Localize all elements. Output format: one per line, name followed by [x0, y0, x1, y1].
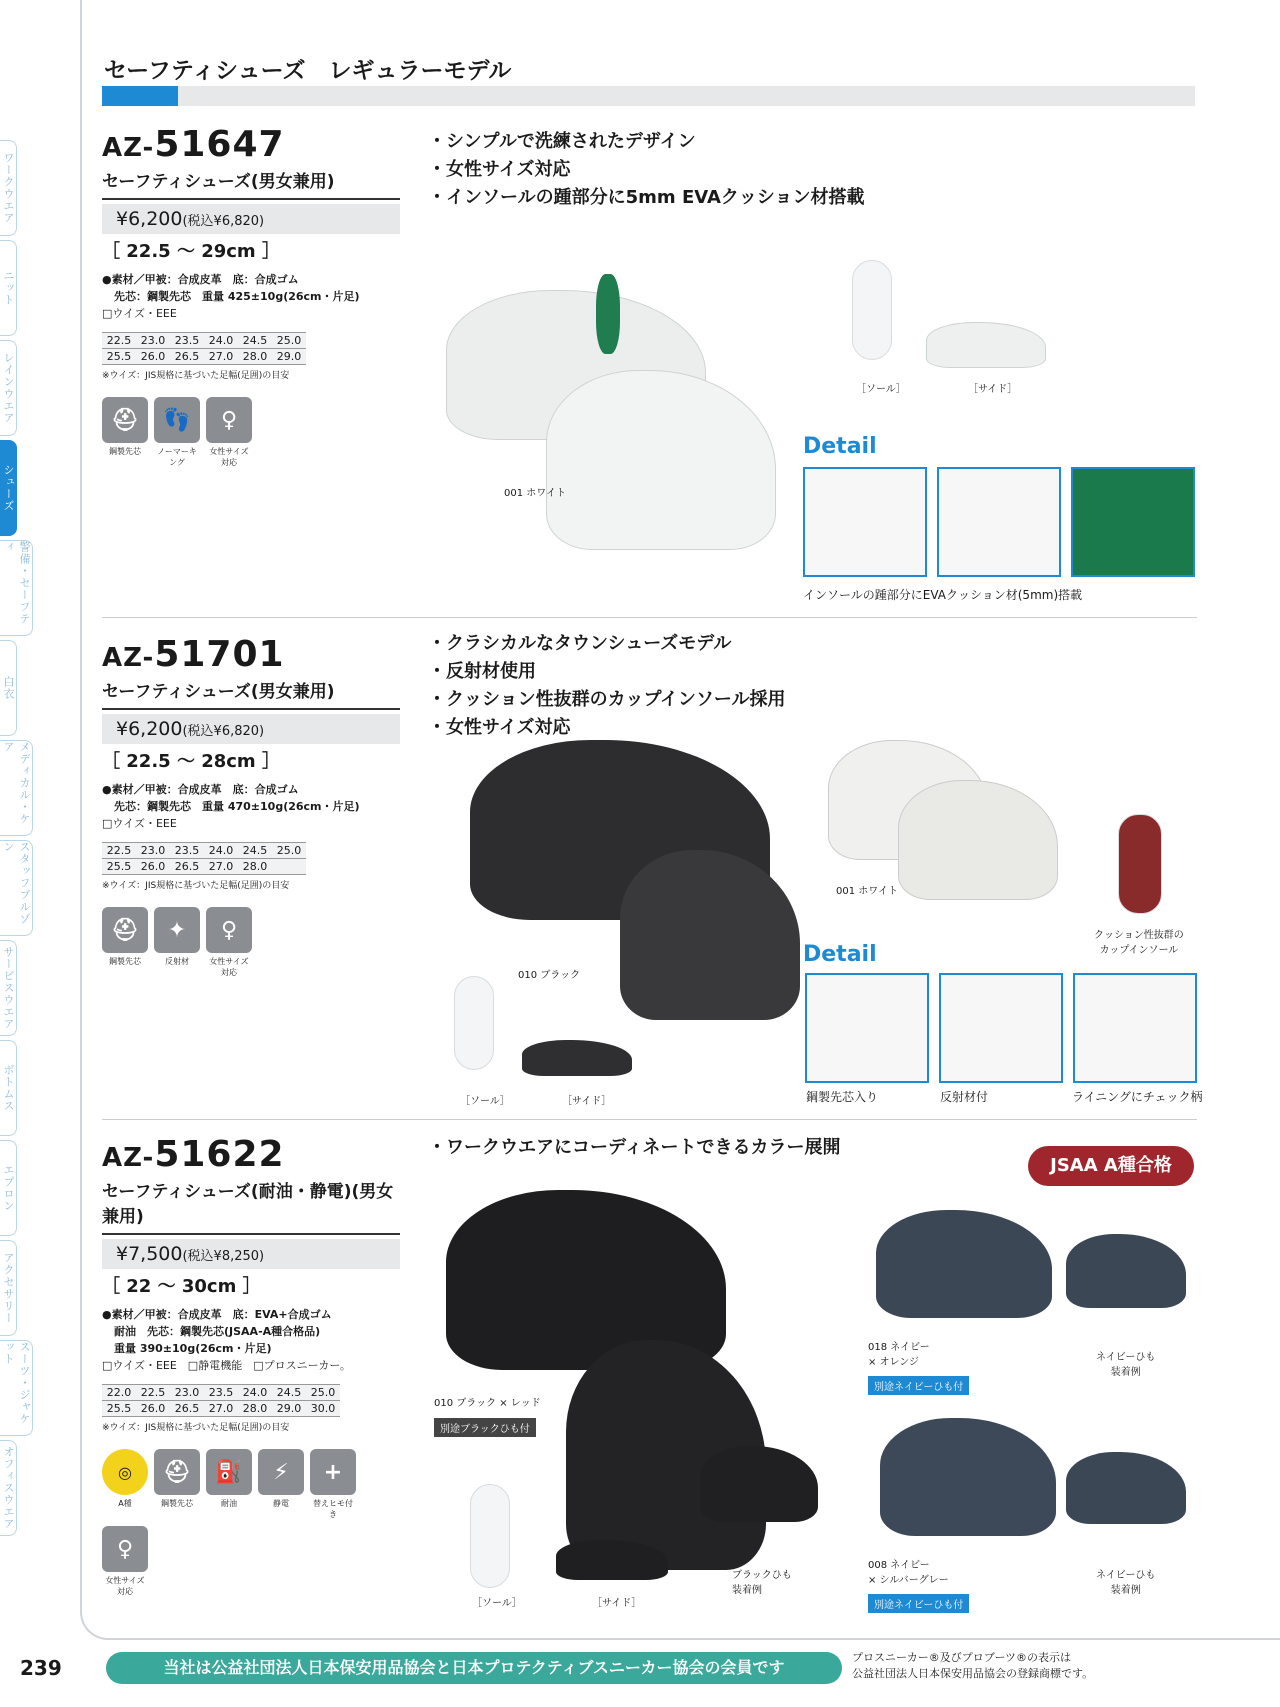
caption-black: 010 ブラック — [518, 970, 581, 981]
price: ¥6,200(税込¥6,820) — [102, 714, 400, 744]
product-name: セーフティシューズ(耐油・静電)(男女兼用) — [102, 1177, 400, 1235]
caption-navy-silver: 008 ネイビー × シルバーグレー — [868, 1560, 949, 1586]
model-number: AZ-51647 — [102, 124, 285, 165]
tag-navy-lace-2: 別途ネイビーひも付 — [868, 1594, 969, 1613]
steel-toe-icon: ⛑ — [102, 397, 148, 443]
size-range: ［ 22 ～ 30cm ］ — [102, 1276, 261, 1297]
shoe-photo-white-2 — [828, 720, 1058, 900]
tab-office[interactable]: オフィスウエア — [0, 1440, 17, 1536]
reflector-icon: ✦ — [154, 907, 200, 953]
specs: ●素材／甲被：合成皮革 底：合成ゴム 先芯：鋼製先芯 重量 470±10g(26cm・片足) □ウイズ・EEE — [102, 783, 360, 830]
size-range: ［ 22.5 ～ 28cm ］ — [102, 751, 280, 772]
features-az51647: ・シンプルで洗練されたデザイン ・女性サイズ対応 ・インソールの踵部分に5mm EVAクッション材搭載 — [428, 131, 865, 208]
caption-sole: ［ソール］ — [460, 1096, 510, 1107]
category-tabs — [0, 140, 52, 1540]
specs: ●素材／甲被：合成皮革 底：合成ゴム 先芯：鋼製先芯 重量 425±10g(26cm・片足) □ウイズ・EEE — [102, 273, 360, 320]
oil-resistant-icon: ⛽ — [206, 1449, 252, 1495]
womens-size-icon: ♀ — [206, 397, 252, 443]
caption-insole: クッション性抜群の カップインソール — [1094, 930, 1184, 956]
tag-navy-lace: 別途ネイビーひも付 — [868, 1376, 969, 1395]
tab-service[interactable]: サービスウエア — [0, 940, 17, 1036]
width-note: ※ウイズ：JIS規格に基づいた足幅(足囲)の目安 — [102, 1423, 290, 1433]
size-range: ［ 22.5 ～ 29cm ］ — [102, 241, 280, 262]
detail-image-3 — [1071, 467, 1195, 577]
detail-image-2 — [939, 973, 1063, 1083]
icon-labels: 鋼製先芯 ノーマーキング 女性サイズ対応 — [109, 447, 249, 467]
caption-sole: ［ソール］ — [472, 1598, 522, 1609]
caption-white-2: 001 ホワイト — [836, 886, 898, 897]
specs: ●素材／甲被：合成皮革 底：EVA+合成ゴム 耐油 先芯：鋼製先芯(JSAA-A種合格品) 重量 390±10g(26cm・片足) □ウイズ・EEE □静電機能 □プロスニーカー。 — [102, 1308, 351, 1372]
tab-whitecoat[interactable]: 白衣 — [0, 640, 17, 736]
model-number: AZ-51622 — [102, 1134, 285, 1175]
caption-black-lace: ブラックひも 装着例 — [732, 1570, 792, 1596]
membership-band: 当社は公益社団法人日本保安用品協会と日本プロテクティブスニーカー協会の会員です — [106, 1652, 842, 1684]
detail-caption-1: 鋼製先芯入り — [806, 1090, 879, 1104]
caption-navy-orange: 018 ネイビー × オレンジ — [868, 1342, 930, 1368]
features-az51701: ・クラシカルなタウンシューズモデル ・反射材使用 ・クッション性抜群のカップインソール採用 ・女性サイズ対応 — [428, 633, 786, 738]
icon-labels-2: 女性サイズ対応 — [105, 1576, 145, 1596]
tab-suit[interactable]: スーツ・ジャケット — [0, 1340, 33, 1436]
tab-medical[interactable]: メディカル・ケア — [0, 740, 33, 836]
tag-black-lace: 別途ブラックひも付 — [434, 1418, 536, 1437]
tab-apron[interactable]: エプロン — [0, 1140, 17, 1236]
width-note: ※ウイズ：JIS規格に基づいた足幅(足囲)の目安 — [102, 371, 290, 381]
page-number: 239 — [20, 1656, 62, 1680]
size-table: 22.5 23.0 23.5 24.0 24.5 25.0 25.5 26.0 26.5 27.0 28.0 — [102, 842, 306, 875]
tab-workwear[interactable]: ワークウエア — [0, 140, 17, 236]
tab-rainwear[interactable]: レインウエア — [0, 340, 17, 436]
caption-side: ［サイド］ — [592, 1598, 642, 1609]
size-table: 22.5 23.0 23.5 24.0 24.5 25.0 25.5 26.0 26.5 27.0 28.0 29.0 — [102, 332, 306, 365]
steel-toe-icon: ⛑ — [154, 1449, 200, 1495]
womens-size-icon: ♀ — [102, 1526, 148, 1572]
tab-security[interactable]: 警備・セーフティ — [0, 540, 33, 636]
trademark-note: プロスニーカー®及びプロブーツ®の表示は 公益社団法人日本保安用品協会の登録商標です。 — [852, 1651, 1094, 1680]
caption-black-red: 010 ブラック × レッド — [434, 1398, 541, 1409]
model-number: AZ-51701 — [102, 634, 285, 675]
detail-image-1 — [805, 973, 929, 1083]
price: ¥6,200(税込¥6,820) — [102, 204, 400, 234]
jsaa-badge: JSAA A種合格 — [1028, 1146, 1194, 1186]
womens-size-icon: ♀ — [206, 907, 252, 953]
detail-title: Detail — [803, 434, 877, 459]
shoe-photo-black-main — [470, 740, 800, 1030]
detail-caption-2: 反射材付 — [940, 1090, 989, 1104]
caption-navy-lace-2: ネイビーひも 装着例 — [1096, 1570, 1156, 1596]
detail-caption: インソールの踵部分にEVAクッション材(5mm)搭載 — [803, 588, 1083, 602]
size-table: 22.0 22.5 23.0 23.5 24.0 24.5 25.0 25.5 26.0 26.5 27.0 28.0 29.0 30.0 — [102, 1384, 340, 1417]
non-marking-icon: 👣 — [154, 397, 200, 443]
caption-sole: ［ソール］ — [856, 384, 906, 395]
detail-image-1 — [803, 467, 927, 577]
tab-accessory[interactable]: アクセサリー — [0, 1240, 17, 1336]
product-name: セーフティシューズ(男女兼用) — [102, 677, 400, 710]
icon-labels: A種 鋼製先芯 耐油 静電 替えヒモ付き — [118, 1499, 353, 1519]
page-title: セーフティシューズ レギュラーモデル — [104, 58, 512, 84]
caption-navy-lace: ネイビーひも 装着例 — [1096, 1352, 1156, 1378]
tab-knit[interactable]: ニット — [0, 240, 17, 336]
shoe-photo-white-main — [446, 260, 776, 560]
caption-side: ［サイド］ — [562, 1096, 612, 1107]
caption-side: ［サイド］ — [968, 384, 1018, 395]
tab-shoes[interactable]: シューズ — [0, 440, 17, 536]
icon-labels: 鋼製先芯 反射材 女性サイズ対応 — [109, 957, 249, 977]
detail-title: Detail — [803, 942, 877, 967]
detail-image-2 — [937, 467, 1061, 577]
antistatic-icon: ⚡ — [258, 1449, 304, 1495]
side-photo — [556, 1540, 668, 1580]
detail-image-3 — [1073, 973, 1197, 1083]
divider — [102, 1119, 1197, 1120]
jsaa-badge-icon: ◎ — [102, 1449, 148, 1495]
divider — [102, 617, 1197, 618]
sole-photo — [454, 976, 494, 1070]
steel-toe-icon: ⛑ — [102, 907, 148, 953]
insole-photo — [1118, 814, 1162, 914]
width-note: ※ウイズ：JIS規格に基づいた足幅(足囲)の目安 — [102, 881, 290, 891]
spare-lace-icon: + — [310, 1449, 356, 1495]
title-bar — [102, 86, 1195, 106]
tab-staff-blouson[interactable]: スタッフブルゾン — [0, 840, 33, 936]
tab-bottoms[interactable]: ボトムス — [0, 1040, 17, 1136]
sole-photo — [852, 260, 892, 360]
caption-white: 001 ホワイト — [504, 488, 566, 499]
side-photo — [522, 1040, 632, 1076]
product-name: セーフティシューズ(男女兼用) — [102, 167, 400, 200]
sole-photo — [470, 1484, 510, 1588]
detail-caption-3: ライニングにチェック柄 — [1072, 1090, 1203, 1104]
price: ¥7,500(税込¥8,250) — [102, 1239, 400, 1269]
features-az51622: ・ワークウエアにコーディネートできるカラー展開 — [428, 1137, 841, 1158]
